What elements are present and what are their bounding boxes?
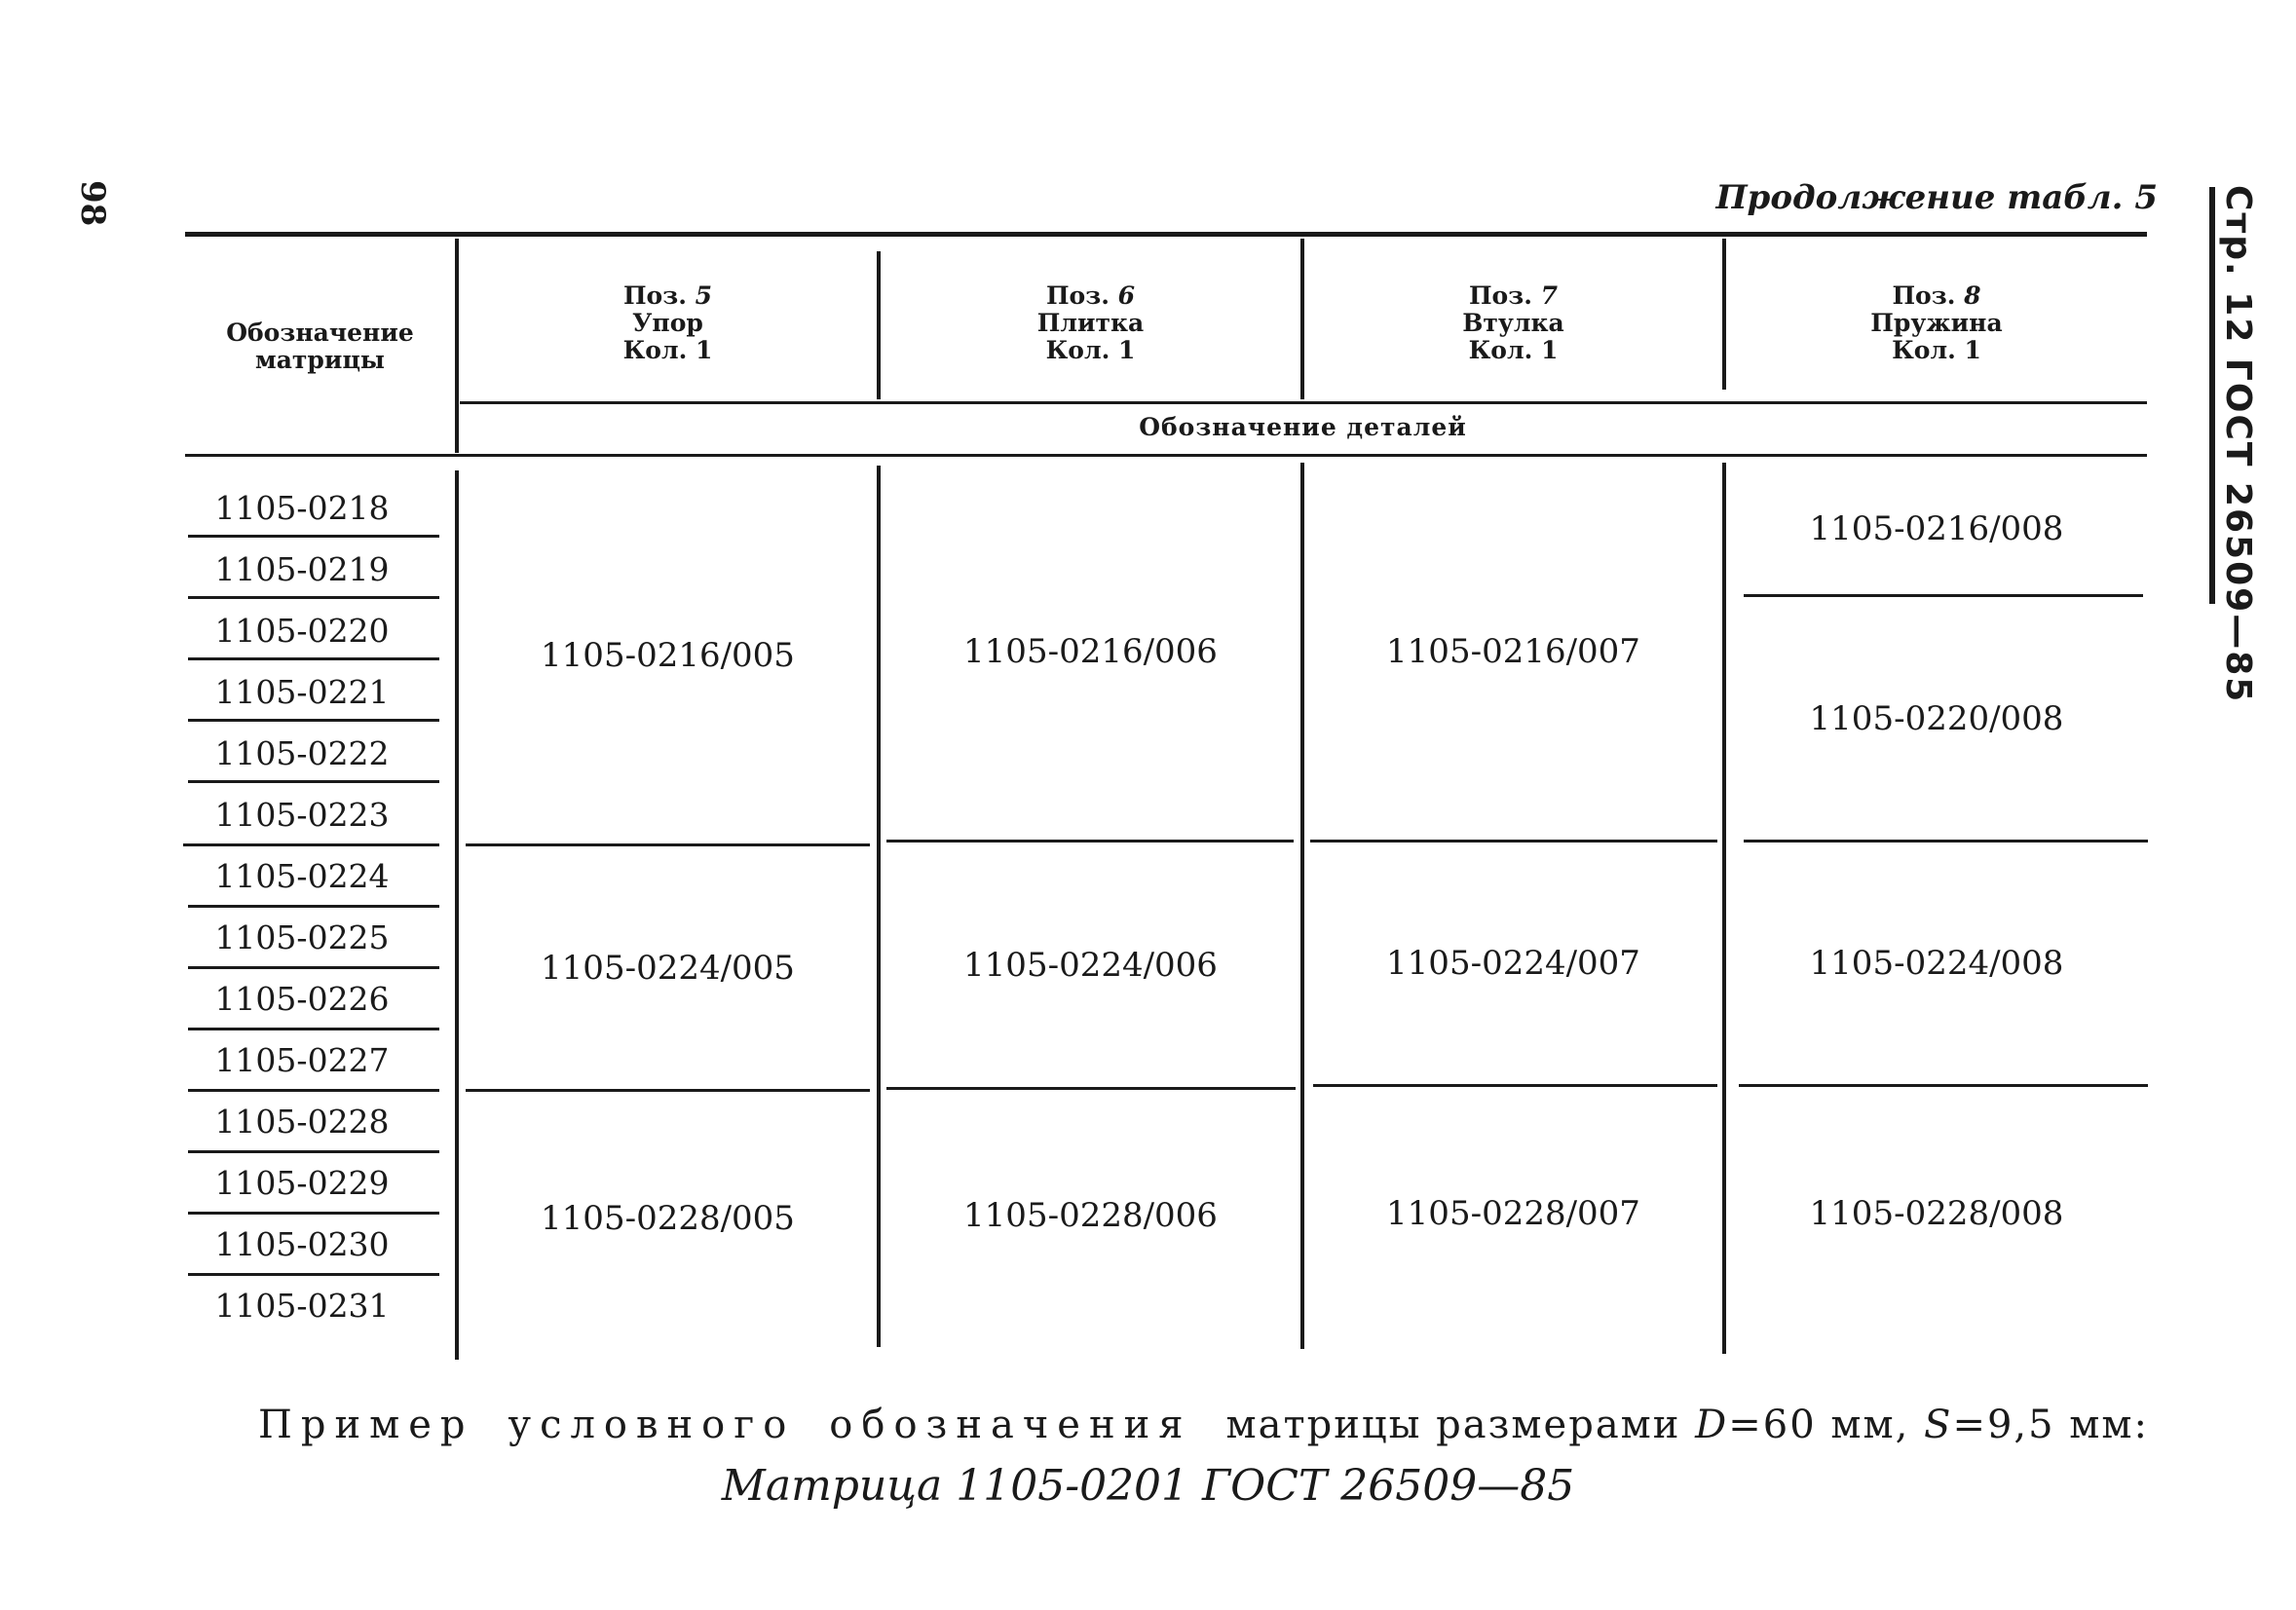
pos8-header <box>1726 282 2147 364</box>
matrix-code-row: 1105-0229 <box>214 1164 390 1202</box>
pos7-header <box>1304 282 1722 364</box>
matrix-code-row: 1105-0227 <box>214 1041 390 1079</box>
header-subdivider-rule <box>460 401 2147 404</box>
matrix-code-row: 1105-0225 <box>214 918 390 956</box>
pos7-qty: Кол. 1 <box>1468 336 1559 364</box>
example-s-value: =9,5 мм: <box>1952 1403 2149 1447</box>
group2-pos5-cell: 1105-0224/005 <box>541 948 795 988</box>
group1-pos5-cell: 1105-0216/005 <box>541 636 795 675</box>
parts-designation-subheader: Обозначение деталей <box>1139 413 1467 441</box>
side-header: Стр. 12 ГОСТ 26509—85 <box>2218 185 2258 704</box>
pos8-name: Пружина <box>1870 309 2003 337</box>
table-continuation-label: Продолжение табл. 5 <box>1715 178 2158 217</box>
header-bottom-rule <box>185 454 2147 457</box>
example-s-variable: S <box>1924 1403 1953 1447</box>
example-word: условного <box>508 1403 796 1447</box>
matrix-column-header <box>185 319 455 374</box>
group2-pos7-cell: 1105-0224/007 <box>1386 944 1640 983</box>
pos5-name: Упор <box>632 309 703 337</box>
example-designation: Матрица 1105-0201 ГОСТ 26509—85 <box>721 1461 1575 1511</box>
row-separator <box>188 780 439 783</box>
pos5-header <box>459 282 877 364</box>
group3-pos7-cell: 1105-0228/007 <box>1386 1194 1640 1233</box>
pos8-qty: Кол. 1 <box>1892 336 1981 364</box>
matrix-code-row: 1105-0224 <box>214 857 390 895</box>
matrix-code-row: 1105-0218 <box>214 489 390 527</box>
matrix-code-row: 1105-0221 <box>214 673 390 711</box>
group1-pos8-bottom-cell: 1105-0220/008 <box>1809 698 2064 738</box>
group3-pos5-cell: 1105-0228/005 <box>541 1198 795 1238</box>
row-separator <box>188 657 439 660</box>
pos7-name: Втулка <box>1462 309 1564 337</box>
row-separator <box>188 966 439 969</box>
pos6-name: Плитка <box>1036 309 1145 337</box>
example-d-value: =60 мм, <box>1728 1403 1910 1447</box>
row-separator <box>188 596 439 599</box>
page-number: 98 <box>73 180 112 227</box>
example-word: обозначения <box>829 1403 1192 1447</box>
side-header-rule <box>2209 187 2215 604</box>
example-text: матрицы размерами <box>1225 1403 1681 1447</box>
row-separator <box>188 1089 439 1092</box>
row-separator <box>188 1150 439 1153</box>
pos8-label: Поз. <box>1892 281 1956 310</box>
row-separator <box>188 905 439 908</box>
group3-pos8-cell: 1105-0228/008 <box>1809 1194 2064 1233</box>
example-sentence <box>258 1403 2149 1447</box>
row-separator <box>188 719 439 722</box>
example-word: Пример <box>258 1403 474 1447</box>
matrix-code-row: 1105-0228 <box>214 1103 390 1141</box>
group1-pos6-cell: 1105-0216/006 <box>963 632 1218 671</box>
pos6-qty: Кол. 1 <box>1045 336 1136 364</box>
row-separator <box>188 1028 439 1030</box>
group3-pos6-cell: 1105-0228/006 <box>963 1195 1218 1235</box>
group2-pos8-cell: 1105-0224/008 <box>1809 944 2064 983</box>
row-separator <box>183 843 439 846</box>
matrix-code-row: 1105-0222 <box>214 734 390 772</box>
pos5-label: Поз. <box>622 281 687 310</box>
row-separator <box>188 1273 439 1276</box>
pos6-header <box>881 282 1300 364</box>
row-separator <box>188 535 439 538</box>
matrix-code-row: 1105-0231 <box>214 1287 390 1325</box>
pos8-number: 8 <box>1964 281 1981 310</box>
matrix-code-row: 1105-0230 <box>214 1225 390 1263</box>
table-top-rule <box>185 232 2147 237</box>
row-separator <box>188 1212 439 1215</box>
group1-pos8-top-cell: 1105-0216/008 <box>1809 509 2064 548</box>
pos5-number: 5 <box>695 281 713 310</box>
pos7-label: Поз. <box>1468 281 1532 310</box>
pos7-number: 7 <box>1540 281 1559 310</box>
matrix-code-row: 1105-0219 <box>214 550 390 588</box>
matrix-header-line-2: матрицы <box>255 346 385 374</box>
group2-pos6-cell: 1105-0224/006 <box>963 945 1218 985</box>
example-d-variable: D <box>1695 1403 1729 1447</box>
matrix-header-line-1: Обозначение <box>226 318 414 347</box>
matrix-code-row: 1105-0226 <box>214 980 390 1018</box>
pos6-label: Поз. <box>1045 281 1110 310</box>
matrix-code-row: 1105-0220 <box>214 612 390 650</box>
group1-pos7-cell: 1105-0216/007 <box>1386 632 1640 671</box>
pos5-qty: Кол. 1 <box>622 336 713 364</box>
matrix-code-row: 1105-0223 <box>214 796 390 834</box>
pos6-number: 6 <box>1117 281 1136 310</box>
